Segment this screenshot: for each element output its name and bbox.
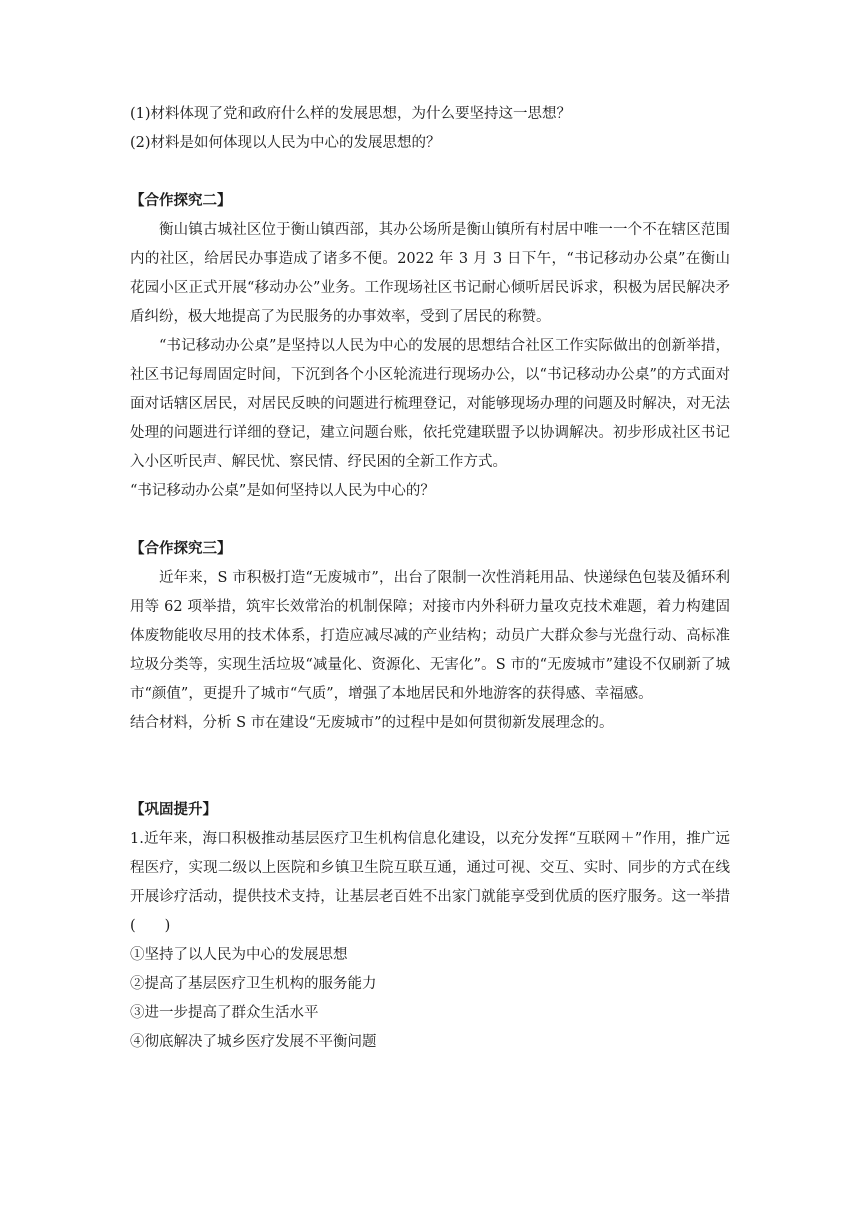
- choice-question-1: 1.近年来，海口积极推动基层医疗卫生机构信息化建设，以充分发挥“互联网＋”作用，推广远程医疗，实现二级以上医院和乡镇卫生院互联互通，通过可视、交互、实时、同步的方式在线开展诊疗活动，提供技术支持，让基层老百姓不出家门就能享受到优质的医疗服务。这一举措( ): [130, 831, 730, 934]
- intro-question-2: (2)材料是如何体现以人民为中心的发展思想的？: [130, 135, 441, 151]
- section2-paragraph-1: 衡山镇古城社区位于衡山镇西部，其办公场所是衡山镇所有村居中唯一一个不在辖区范围内的社区，给居民办事造成了诸多不便。2022 年 3 月 3 日下午，“书记移动办公桌”在衡山花园小区正式开展“移动办公”业务。工作现场社区书记耐心倾听居民诉求，积极为居民解决矛盾纠纷，极大地提高了为民服务的办事效率，受到了居民的称赞。: [130, 222, 730, 325]
- choice-option-3: ③进一步提高了群众生活水平: [130, 1005, 319, 1021]
- document-content: [130, 100, 730, 1057]
- section-heading-consolidation: 【巩固提升】: [130, 802, 217, 818]
- section2-question: “书记移动办公桌”是如何坚持以人民为中心的？: [130, 483, 435, 499]
- intro-question-1: (1)材料体现了党和政府什么样的发展思想，为什么要坚持这一思想？: [130, 106, 572, 122]
- section3-question: 结合材料，分析 S 市在建设“无废城市”的过程中是如何贯彻新发展理念的。: [130, 715, 614, 731]
- spacer: [130, 506, 730, 535]
- section2-paragraph-2: “书记移动办公桌”是坚持以人民为中心的发展的思想结合社区工作实际做出的创新举措，社区书记每周固定时间，下沉到各个小区轮流进行现场办公，以“书记移动办公桌”的方式面对面对话辖区居民，对居民反映的问题进行梳理登记，对能够现场办理的问题及时解决，对无法处理的问题进行详细的登记，建立问题台账，依托党建联盟予以协调解决。初步形成社区书记入小区听民声、解民忧、察民情、纾民困的全新工作方式。: [130, 338, 730, 470]
- choice-option-2: ②提高了基层医疗卫生机构的服务能力: [130, 976, 377, 992]
- choice-option-4: ④彻底解决了城乡医疗发展不平衡问题: [130, 1034, 377, 1050]
- section-heading-cooperative-inquiry-3: 【合作探究三】: [130, 541, 232, 557]
- spacer: [130, 158, 730, 187]
- section3-paragraph-1: 近年来，S 市积极打造“无废城市”，出台了限制一次性消耗用品、快递绿色包装及循环利用等 62 项举措，筑牢长效常治的机制保障；对接市内外科研力量攻克技术难题，着力构建固体废物能收尽用的技术体系，打造应减尽减的产业结构；动员广大群众参与光盘行动、高标准垃圾分类等，实现生活垃圾“减量化、资源化、无害化”。S 市的“无废城市”建设不仅刷新了城市“颜值”，更提升了城市“气质”，增强了本地居民和外地游客的获得感、幸福感。: [130, 570, 730, 702]
- spacer: [130, 738, 730, 796]
- choice-option-1: ①坚持了以人民为中心的发展思想: [130, 947, 348, 963]
- section-heading-cooperative-inquiry-2: 【合作探究二】: [130, 193, 232, 209]
